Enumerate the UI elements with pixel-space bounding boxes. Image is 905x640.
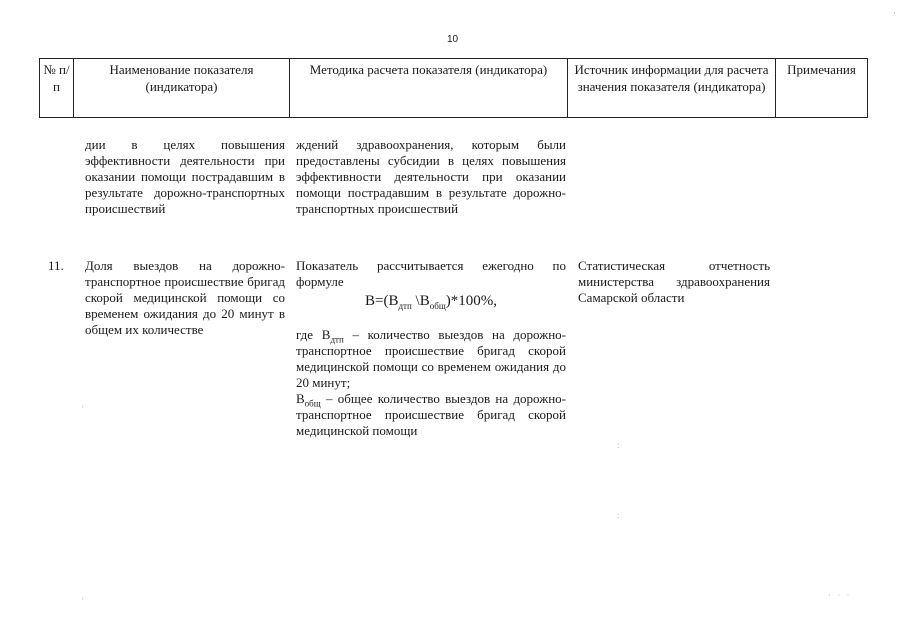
header-name: Наименование показателя (индикатора) xyxy=(74,59,290,118)
scan-mark: · · · xyxy=(828,590,852,600)
scan-mark: ' xyxy=(82,404,84,414)
header-method: Методика расчета показателя (индикатора) xyxy=(290,59,568,118)
header-num: № п/п xyxy=(40,59,74,118)
row-11-source-cell: Статистическая отчетность министерства здравоохранения Самарской области xyxy=(578,258,770,305)
row-11-name-cell: Доля выездов на дорожно-транспортное происшествие бригад скорой медицинской помощи со временем ожидания до 20 минут в общем их количестве xyxy=(85,258,285,337)
method-intro: Показатель рассчитывается ежегодно по формуле xyxy=(296,258,566,289)
continuation-method-cell: ждений здравоохранения, которым были предоставлены субсидии в целях повышения эффективности деятельности при оказании помощи пострадавшим в результате дорожно-транспортных происшествий xyxy=(296,137,566,216)
scan-mark: · xyxy=(893,8,896,18)
scan-mark: : xyxy=(617,510,620,520)
header-notes: Примечания xyxy=(776,59,868,118)
header-source: Источник информации для расчета значения показателя (индикатора) xyxy=(568,59,776,118)
row-11-number: 11. xyxy=(48,258,64,273)
formula-where-1: где $В_{дтп}$ – количество выездов на дорожно-транспортное происшествие бригад скорой медицинской помощи со временем ожидания до 20 минут; xyxy=(296,327,566,390)
row-11-method-cell xyxy=(296,258,566,439)
formula: $В=(В_{дтп}$ $\backslash В_{общ})*100\%$, xyxy=(364,293,497,311)
table-header xyxy=(39,58,868,118)
scan-mark: : xyxy=(617,440,620,450)
scan-mark: ' xyxy=(82,596,84,606)
page-number: 10 xyxy=(446,34,459,45)
continuation-name-cell: дии в целях повышения эффективности деятельности при оказании помощи пострадавшим в результате дорожно-транспортных происшествий xyxy=(85,137,285,216)
formula-where-2: $В_{общ}$ – общее количество выездов на дорожно-транспортное происшествие бригад скорой медицинской помощи xyxy=(296,391,566,438)
